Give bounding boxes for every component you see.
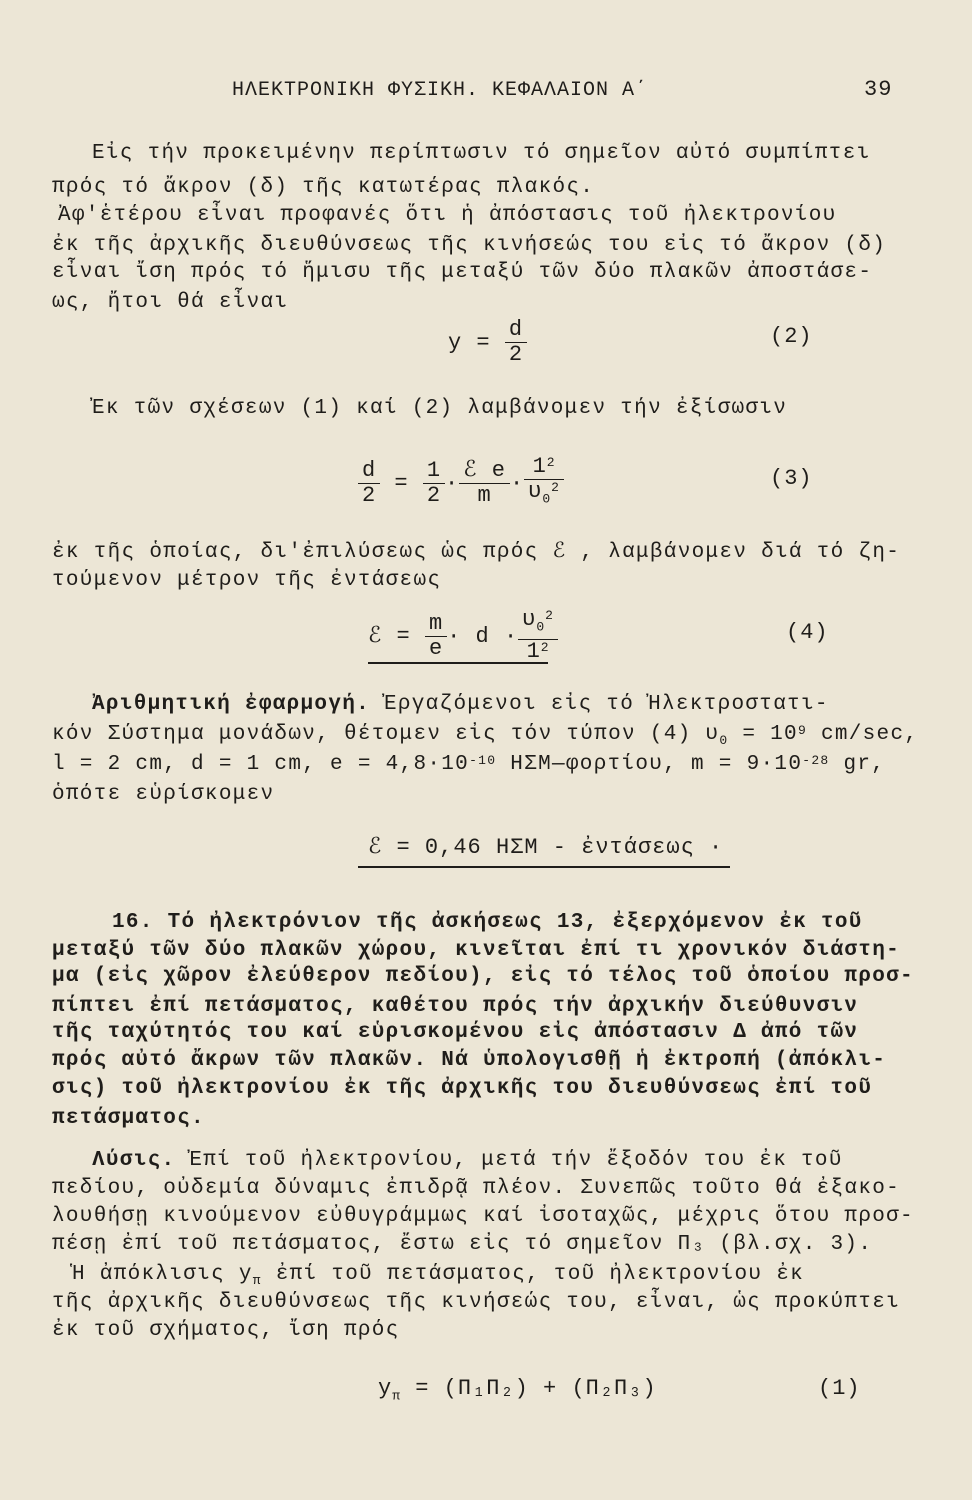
text-span: gr, <box>829 753 886 776</box>
subscript: 0 <box>719 733 729 749</box>
subscript: 0 <box>542 491 552 507</box>
text-span: Ἐπί τοῦ ἠλεκτρονίου, μετά τήν ἔξοδόν του ἐκ τοῦ <box>189 1149 843 1172</box>
equation-lhs: y <box>378 1376 393 1401</box>
numerator: d <box>505 318 527 343</box>
result-equation: ℰ = 0,46 ΗΣΜ - ἐντάσεως · <box>368 835 724 860</box>
equation-number: (4) <box>786 620 829 645</box>
text-span: ἐπί τοῦ πετάσματος, τοῦ ἠλεκτρονίου ἐκ <box>261 1263 805 1286</box>
text-line: ἐκ τῆς ἀρχικῆς διευθύνσεως τῆς κινήσεώς του εἰς τό ἄκρον (δ) <box>52 234 887 257</box>
problem-line: πετάσματος. <box>52 1107 205 1130</box>
problem-line: 16. Τό ἠλεκτρόνιον τῆς ἀσκήσεως 13, ἐξερχόμενον ἐκ τοῦ <box>112 911 863 934</box>
fraction <box>505 318 527 367</box>
fraction <box>524 455 564 511</box>
section-heading: Ἀριθμητική ἐφαρμογή. <box>92 693 371 716</box>
subscript: π <box>252 1273 262 1289</box>
numerator: 1 <box>423 459 445 484</box>
text-line <box>52 752 885 778</box>
problem-line: μα (εἰς χῶρον ἐλεύθερον πεδίου), εἰς τό τέλος τοῦ ὁποίου προσ- <box>52 965 914 988</box>
problem-line: πίπτει ἐπί πετάσματος, καθέτου πρός τήν ἀρχικήν διεύθυνσιν <box>52 995 859 1018</box>
multiplier: · d · <box>447 624 519 650</box>
subscript: 0 <box>536 619 546 635</box>
text-line: Ἀφ'ἑτέρου εἶναι προφανές ὅτι ἡ ἀπόστασις τοῦ ἠλεκτρονίου <box>58 204 837 227</box>
denominator: e <box>428 635 444 661</box>
text-line: λουθήσῃ κινούμενον εὐθυγράμμως καί ἰσοταχῶς, μέχρις ὅτου προσ- <box>52 1205 914 1228</box>
fraction <box>358 459 380 508</box>
equals-sign: = <box>394 471 409 497</box>
running-header: ΗΛΕΚΤΡΟΝΙΚΗ ΦΥΣΙΚΗ. ΚΕΦΑΛΑΙΟΝ Α΄ <box>232 79 649 102</box>
result-underline <box>358 866 730 868</box>
dot: · <box>509 471 525 497</box>
text-span: κόν Σύστημα μονάδων, θέτομεν εἰς τόν τύπον (4) υ <box>52 723 720 746</box>
equation-number: (1) <box>818 1376 861 1401</box>
equation-2 <box>448 318 527 367</box>
section-heading: Λύσις. <box>92 1149 176 1172</box>
text-span: Ἡ ἀπόκλισις y <box>72 1263 253 1286</box>
exponent: -10 <box>469 753 497 768</box>
exponent: 2 <box>540 640 550 656</box>
text-line: πέσῃ ἐπί τοῦ πετάσματος, ἔστω εἰς τό σημεῖον Π₃ (βλ.σχ. 3). <box>52 1233 873 1256</box>
subscript: π <box>392 1388 402 1404</box>
denominator: 2 <box>426 482 442 508</box>
exponent: 2 <box>546 455 556 470</box>
exponent: 9 <box>797 723 808 738</box>
text-line: Ἐκ τῶν σχέσεων (1) καί (2) λαμβάνομεν τήν ἐξίσωσιν <box>92 397 788 420</box>
denominator: 2 <box>508 342 524 367</box>
equation-underline <box>368 662 548 664</box>
equation-number: (3) <box>770 466 813 491</box>
text-line: ἐκ τοῦ σχήματος, ἴση πρός <box>52 1319 400 1342</box>
equation-lhs: y = <box>448 330 491 356</box>
text-span: = 10 <box>728 723 798 746</box>
problem-line: τῆς ταχύτητός του καί εὑρισκομένου εἰς ἀπόστασιν Δ ἀπό τῶν <box>52 1021 859 1044</box>
text-line <box>92 1148 843 1174</box>
problem-line: πρός αὐτό ἄκρων τῶν πλακῶν. Νά ὑπολογισθῇ ἡ ἐκτροπή (ἀπόκλι- <box>52 1049 887 1072</box>
exponent: 2 <box>545 608 554 623</box>
dot: · <box>445 471 460 497</box>
problem-line: σις) τοῦ ἠλεκτρονίου ἐκ τῆς ἀρχικῆς του διευθύνσεως ἐπί τοῦ <box>52 1077 873 1100</box>
fraction <box>459 459 510 508</box>
fraction <box>423 459 445 508</box>
text-span: Ἐργαζόμενοι εἰς τό Ἠλεκτροστατι- <box>383 693 829 716</box>
exponent: 2 <box>551 480 560 495</box>
fraction <box>425 612 447 661</box>
text-line: εἶναι ἴση πρός τό ἥμισυ τῆς μεταξύ τῶν δύο πλακῶν ἀποστάσε- <box>52 261 873 284</box>
numerator: d <box>358 459 380 484</box>
equation-1 <box>378 1376 657 1403</box>
equation-lhs: ℰ = <box>368 624 411 650</box>
numerator: m <box>425 612 447 637</box>
numerator-base: υ <box>522 607 537 632</box>
numerator: ℰ e <box>459 459 510 484</box>
denominator-base: υ <box>528 479 543 504</box>
text-line: ἐκ τῆς ὁποίας, δι'ἐπιλύσεως ὡς πρός ℰ , λαμβάνομεν διά τό ζη- <box>52 541 901 564</box>
denominator <box>524 480 564 511</box>
equation-3 <box>358 455 564 511</box>
denominator: m <box>477 482 492 508</box>
text-span: cm/sec, <box>807 723 919 746</box>
numerator <box>524 455 564 480</box>
page-number: 39 <box>864 77 893 102</box>
equation-number: (2) <box>770 324 813 349</box>
numerator-base: 1 <box>532 454 547 479</box>
text-line: ὁπότε εὑρίσκομεν <box>52 783 275 806</box>
text-span: l = 2 cm, d = 1 cm, e = 4,8·10 <box>52 753 470 776</box>
denominator: 2 <box>362 482 377 508</box>
numerator <box>518 608 558 640</box>
exponent: -28 <box>802 753 830 768</box>
text-line: ως, ἤτοι θά εἶναι <box>52 291 289 314</box>
denominator-base: 1 <box>526 639 541 665</box>
text-line <box>52 722 918 754</box>
text-line: τῆς ἀρχικῆς διευθύνσεως τῆς κινήσεώς του, εἶναι, ὡς προκύπτει <box>52 1291 901 1314</box>
equation-rhs: = (Π₁Π₂) + (Π₂Π₃) <box>401 1376 657 1401</box>
text-line: πεδίου, οὐδεμία δύναμις ἐπιδρᾷ πλέον. Συνεπῶς τοῦτο θά ἐξακο- <box>52 1177 901 1200</box>
text-span: ΗΣΜ—φορτίου, m = 9·10 <box>496 753 803 776</box>
text-line <box>92 692 829 718</box>
denominator <box>518 640 558 664</box>
equation-4 <box>368 608 558 664</box>
problem-line: μεταξύ τῶν δύο πλακῶν χώρου, κινεῖται ἐπί τι χρονικόν διάστη- <box>52 939 901 962</box>
text-line: Εἰς τήν προκειμένην περίπτωσιν τό σημεῖον αὐτό συμπίπτει <box>92 142 871 165</box>
fraction <box>518 608 558 664</box>
text-line: τούμενον μέτρον τῆς ἐντάσεως <box>52 569 442 592</box>
text-line: πρός τό ἄκρον (δ) τῆς κατωτέρας πλακός. <box>52 176 595 199</box>
